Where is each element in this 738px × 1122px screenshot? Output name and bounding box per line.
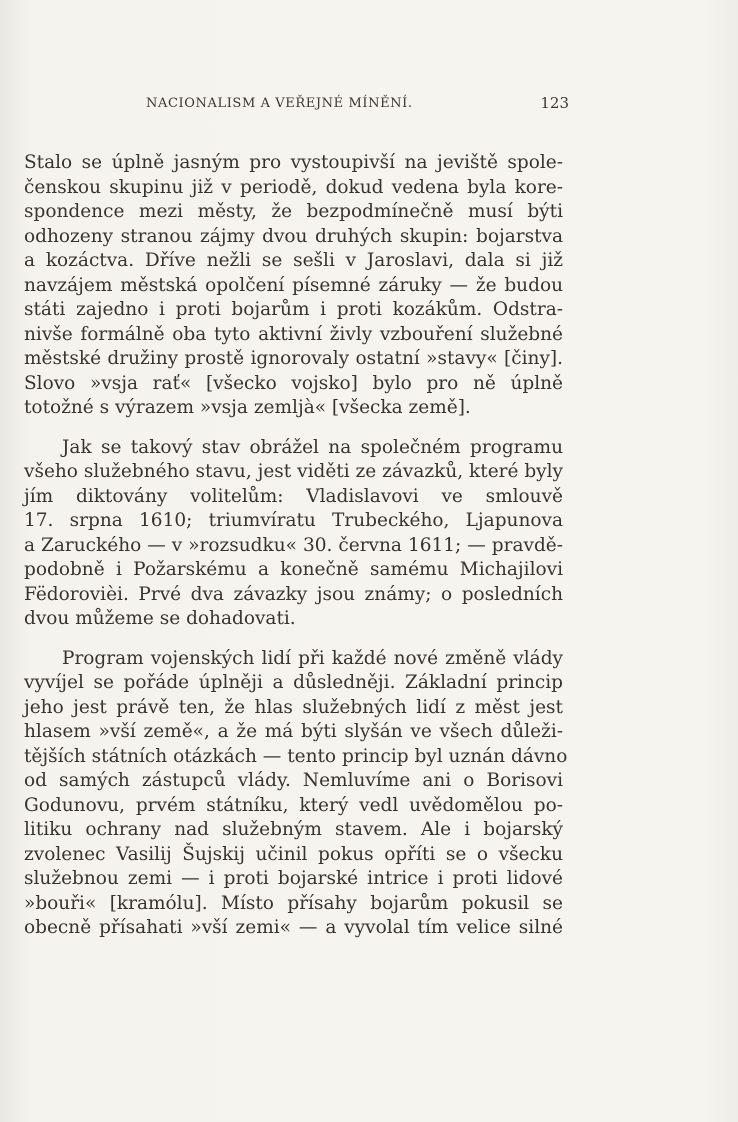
text-line: nivše formálně oba tyto aktivní živly vzbouření služebné [24,323,563,345]
text-line: spondence mezi městy, že bezpodmínečně musí býti [24,201,563,222]
text-line: Jak se takový stav obrážel na společném programu [62,436,563,458]
text-line: vyvíjel se pořáde úplněji a důsledněji. Základní princip [24,672,563,693]
text-line: odhozeny stranou zájmy dvou druhých skupin: bojarstva [24,225,563,247]
text-line: hlasem »vší země«, a že má býti slyšán ve všech důleži- [24,721,563,742]
page-header [24,94,569,116]
text-line: litiku ochrany nad služebným stavem. Ale i bojarský [24,819,563,840]
text-line: státi zajedno i proti bojarům i proti kozákům. Odstra- [24,299,563,320]
text-line: všeho služebného stavu, jest viděti ze závazků, které byly [24,461,563,482]
paragraph-3 [24,647,568,941]
text-line: Stalo se úplně jasným pro vystoupivší na jeviště spole- [24,152,563,173]
text-line: Fëdorovièi. Prvé dva závazky jsou známy; o posledních [24,583,563,605]
text-line: jeho jest právě ten, že hlas služebných lidí z měst jest [24,696,563,718]
text-line: a kozáctva. Dříve nežli se sešli v Jaroslavi, dala si již [24,250,563,271]
paragraph-1 [24,151,563,421]
text-line: a Zaruckého — v »rozsudku« 30. června 1611; — pravdě- [24,534,563,556]
text-line: městské družiny prostě ignorovaly ostatní »stavy« [činy]. [24,348,563,369]
text-line: jím diktovány volitelům: Vladislavovi ve smlouvě [24,485,563,507]
text-line: podobně i Požarskému a konečně samému Michajilovi [24,559,563,580]
paragraph-2 [24,436,563,632]
text-line: Godunovu, prvém státníku, který vedl uvědomělou po- [24,794,563,816]
text-line: služebnou zemi — i proti bojarské intrice i proti lidové [24,868,563,889]
text-line: tějších státních otázkách — tento princip byl uznán dávno [24,745,568,767]
text-line: Program vojenských lidí při každé nové změně vlády [62,647,563,669]
text-line: dvou můžeme se dohadovati. [24,608,296,629]
text-line: navzájem městská opolčení písemné záruky — že budou [24,274,563,296]
text-line: 17. srpna 1610; triumvíratu Trubeckého, Ljapunova [24,510,563,531]
paragraph-gap [24,421,563,436]
text-line: zvolenec Vasilij Šujskij učinil pokus opříti se o všecku [24,843,563,865]
text-line: »bouři« [kramólu]. Místo přísahy bojarům pokusil se [24,892,563,914]
running-title: NACIONALISM A VEŘEJNÉ MÍNĚNÍ. [146,96,413,111]
text-line: Slovo »vsja rať« [všecko vojsko] bylo pro ně úplně [24,372,563,394]
paragraph-gap [24,632,563,647]
text-line: od samých zástupců vlády. Nemluvíme ani o Borisovi [24,770,563,791]
page-number: 123 [540,94,569,112]
text-line: totožné s výrazem »vsja zemljà« [všecka země]. [24,397,471,418]
text-line: obecně přísahati »vší zemi« — a vyvolal tím velice silné [24,917,563,938]
body-text [24,151,568,941]
text-line: čenskou skupinu již v periodě, dokud vedena byla kore- [24,176,563,198]
